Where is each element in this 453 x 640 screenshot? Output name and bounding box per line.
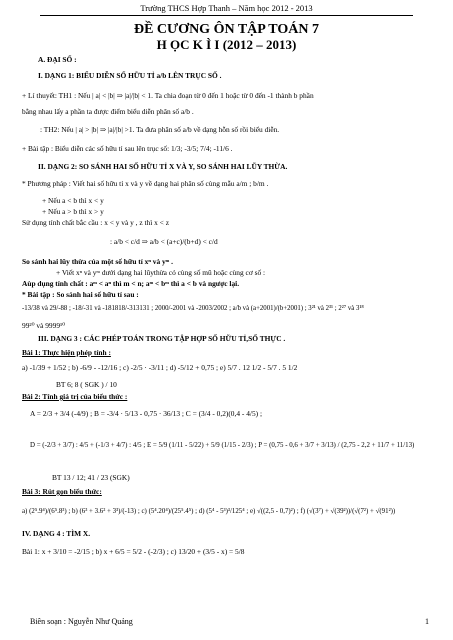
rule-greater: + Nếu a > b thì x > y xyxy=(42,207,104,216)
exercise-4-1: Bài 1: x + 3/10 = -2/15 ; b) x + 6/5 = 5/2 - (-2/3) ; c) 13/20 + (3/5 - x) = 5/8 xyxy=(22,547,245,556)
exercise-3-1-title: Bài 1: Thực hiện phép tính : xyxy=(22,348,111,357)
simplify-items: a) (2⁵.9⁴)/(6⁵.8³) ; b) (6³ + 3.6² + 3³)/(-13) ; c) (5⁴.20⁴)/(25⁵.4⁵) ; d) (5⁴ - 5³)³/125⁴ ; e) √((2,5 - 0,7)²) ; f) (√(3⁷) + √(39²))/(√(7²) + √(91²)) xyxy=(22,508,396,515)
method-2: * Phương pháp : Viết hai số hữu tỉ x và y về dạng hai phân số cùng mẫu a/m ; b/m . xyxy=(22,179,269,188)
theory-th2: : TH2: Nếu | a| > |b| ⇒ |a|/|b| >1. Ta đưa phân số a/b về dạng hỗn số rồi biểu diễn. xyxy=(40,125,280,134)
section-1: I. DẠNG 1: BIỂU DIỄN SỐ HỮU TỈ a/b LÊN TRỤC SỐ . xyxy=(38,71,222,80)
expressions-dep: D = (-2/3 + 3/7) : 4/5 + (-1/3 + 4/7) : 4/5 ; E = 5/9 (1/11 - 5/22) + 5/9 (1/15 - 2/3) ; P = (0,75 - 0,6 + 3/7 + 3/13) / (2,75 - 2,2 + 11/7 + 11/13) xyxy=(30,442,415,449)
exercise-3-2-title: Bài 2: Tính giá trị của biểu thức : xyxy=(22,392,128,401)
header-rule xyxy=(40,15,413,16)
exercise-1: + Bài tập : Biểu diễn các số hữu tỉ sau lên trục số: 1/3; -3/5; 7/4; -11/6 . xyxy=(22,144,233,153)
exercise-3-3-title: Bài 3: Rút gọn biểu thức: xyxy=(22,487,102,496)
exercise-2-title: * Bài tập : So sánh hai số hữu tỉ sau : xyxy=(22,290,139,299)
section-2: II. DẠNG 2: SO SÁNH HAI SỐ HỮU TỈ X VÀ Y, SO SÁNH HAI LŨY THỪA. xyxy=(38,162,288,171)
power-property: Aùp dụng tính chất : aᵐ < aⁿ thì m < n; aᵐ < bᵐ thì a < b và ngược lại. xyxy=(22,279,240,288)
exercise-2-items-cont: 99²⁰ và 9999¹⁰ xyxy=(22,321,66,330)
textbook-ref-1: BT 6; 8 ( SGK ) / 10 xyxy=(56,380,117,389)
theory-th1: + Lí thuyết: TH1 : Nếu | a| < |b| ⇒ |a|/|b| < 1. Ta chia đoạn từ 0 đến 1 hoặc từ 0 đến -1 thành b phần xyxy=(22,91,314,100)
section-3: III. DẠNG 3 : CÁC PHÉP TOÁN TRONG TẬP HỢP SỐ HỮU TỈ,SỐ THỰC . xyxy=(38,334,286,343)
rule-less: + Nếu a < b thì x < y xyxy=(42,196,104,205)
textbook-ref-2: BT 13 / 12; 41 / 23 (SGK) xyxy=(52,473,130,482)
exercise-3-1-items: a) -1/39 + 1/52 ; b) -6/9 - -12/16 ; c) -2/5 · -3/11 ; d) -5/12 + 0,75 ; e) 5/7 . 12 1/2 - 5/7 . 5 1/2 xyxy=(22,363,298,372)
title-main: ĐỀ CƯƠNG ÔN TẬP TOÁN 7 xyxy=(133,22,319,37)
expressions-abc: A = 2/3 + 3/4 (-4/9) ; B = -3/4 · 5/13 - 0,75 · 36/13 ; C = (3/4 - 0,2)(0,4 - 4/5) ; xyxy=(30,409,263,418)
footer-author: Biên soạn : Nguyễn Như Quảng xyxy=(30,617,133,626)
power-compare-method: + Viết xⁿ và yᵐ dưới dạng hai lũythừa có cùng số mũ hoặc cùng cơ số : xyxy=(56,268,266,277)
section-4: IV. DẠNG 4 : TÌM X. xyxy=(22,529,91,538)
section-a: A. ĐẠI SỐ : xyxy=(38,55,77,64)
theory-th1-cont: bằng nhau lấy a phần ta được điểm biểu diễn phân số a/b . xyxy=(22,107,194,116)
mediant-property: : a/b < c/d ⇒ a/b < (a+c)/(b+d) < c/d xyxy=(110,237,218,246)
power-compare-title: So sánh hai lũy thừa của một số hữu tỉ xⁿ và yᵐ . xyxy=(22,257,174,266)
page-number: 1 xyxy=(425,617,429,626)
page-header: Trường THCS Hợp Thanh – Năm học 2012 - 2013 xyxy=(140,3,313,13)
exercise-2-items: -13/38 và 29/-88 ; -18/-31 và -181818/-313131 ; 2000/-2001 và -2003/2002 ; a/b và (a+2001)/(b+2001) ; 3²¹ và 2³¹ ; 2²⁷ và 3¹⁸ xyxy=(22,305,364,312)
transitive-property: Sử dụng tính chất bắc cầu : x < y và y , z thì x < z xyxy=(22,218,169,227)
title-sub: H ỌC K Ì I (2012 – 2013) xyxy=(156,37,297,52)
